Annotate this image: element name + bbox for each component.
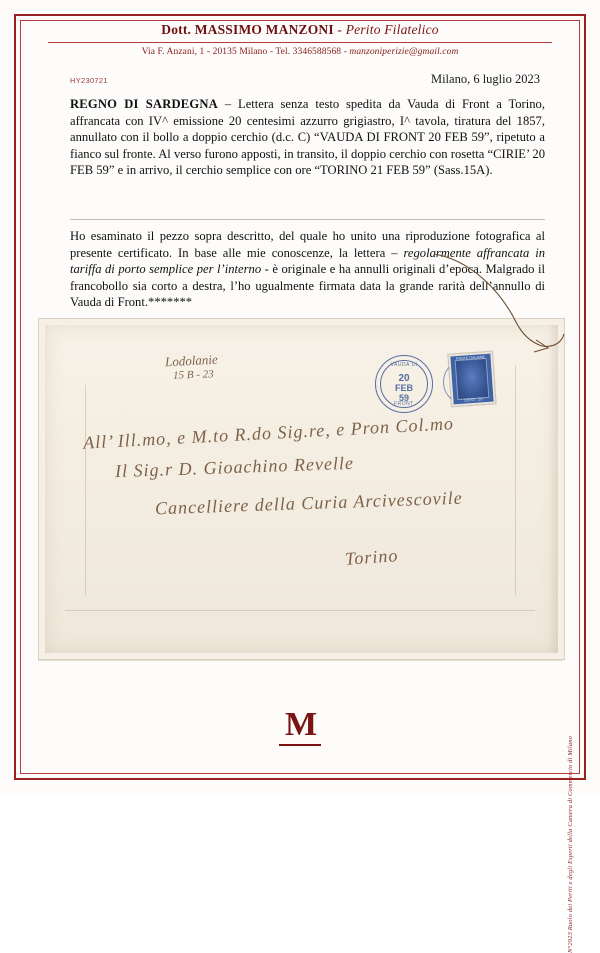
cancel-month: FEB (395, 383, 413, 393)
paragraph-divider (70, 219, 545, 220)
manuscript-line-2: 15 B - 23 (172, 368, 214, 382)
expert-name-line (48, 22, 552, 38)
fold-line-left (85, 385, 86, 595)
manuscript-line-5: Cancelliere della Curia Arcivescovile (154, 487, 464, 519)
expert-name: Dott. MASSIMO MANZONI (161, 22, 334, 37)
cover-paper (45, 325, 558, 653)
postage-stamp (448, 352, 496, 407)
monogram-underline (279, 744, 321, 746)
opinion-stars: ******* (148, 295, 193, 310)
expert-role: Perito Filatelico (345, 22, 439, 37)
reference-code: HY230721 (70, 76, 108, 85)
cancel-day: 20 (398, 373, 410, 384)
manuscript-line-6: Torino (344, 545, 399, 569)
header-dash: - (333, 22, 346, 37)
fold-line-right (515, 365, 516, 595)
header-divider (48, 42, 552, 43)
opinion-italic-clause: regolarmente affrancata in tariffa di porto semplice per l’interno (70, 245, 545, 277)
cancel-bottom-text: FRONT (394, 401, 414, 407)
opinion-paragraph (70, 228, 545, 311)
stamp-top-text: POSTE ITALIANE (455, 355, 486, 362)
description-body: – Lettera senza testo spedita da Vauda di Front a Torino, affrancata con IV^ emissione 20 centesimi azzurro grigiastro, I^ tavola, tiratura del 1857, annullato con il bollo a doppio cerchio (d.c. C) “VAUDA DI FRONT 20 FEB 59”, ripetuto a fianco sul fronte. Al verso furono apposti, in transito, il doppio cerchio con rosetta “CIRIE’ 20 FEB 59” e in arrivo, il cerchio semplice con ore “TORINO 21 FEB 59” (Sass.15A). (70, 97, 545, 178)
place-and-date: Milano, 6 luglio 2023 (430, 72, 540, 86)
opinion-part-2: - è originale e ha annulli originali d’epoca. Malgrado il francobollo sia corto a destra, l’ho ugualmente firmata data la grande rarità dell’annullo di Vauda di Front. (70, 262, 545, 310)
cancel-year: 59 (398, 393, 409, 403)
fold-line-horizontal (65, 610, 535, 611)
contact-address: Via F. Anzani, 1 - 20135 Milano - Tel. 3346588568 - (141, 47, 350, 57)
header (48, 22, 552, 57)
stamp-portrait (455, 358, 490, 400)
manuscript-line-4: Il Sig.r D. Gioachino Revelle (114, 452, 355, 482)
opinion-part-1: Ho esaminato il pezzo sopra descritto, del quale ho unito una riproduzione fotografica al presente certificato. In base alle mie conoscenze, la lettera – (70, 229, 545, 260)
registry-side-text: N°2923 Ruolo dei Periti e degli Esperti della Camera di Commercio di Milano (567, 736, 574, 953)
manuscript-line-3: All’ Ill.mo, e M.to R.do Sig.re, e Pron Col.mo (82, 413, 455, 453)
meta-row (70, 72, 540, 87)
monogram-mark (0, 708, 600, 746)
manuscript-line-1: Lodolanie (164, 351, 219, 370)
stamp-value-text: CENT. 20 (463, 396, 483, 403)
header-contact-line (48, 47, 552, 57)
vauda-di-front-cancel (375, 355, 433, 413)
cover-photograph (38, 318, 565, 660)
monogram-letter: M (284, 706, 316, 743)
description-paragraph (70, 96, 545, 179)
contact-email[interactable]: manzoniperizie@gmail.com (349, 47, 459, 57)
description-lead: REGNO DI SARDEGNA (70, 97, 218, 111)
cancel-top-text: VAUDA DI (390, 362, 418, 368)
